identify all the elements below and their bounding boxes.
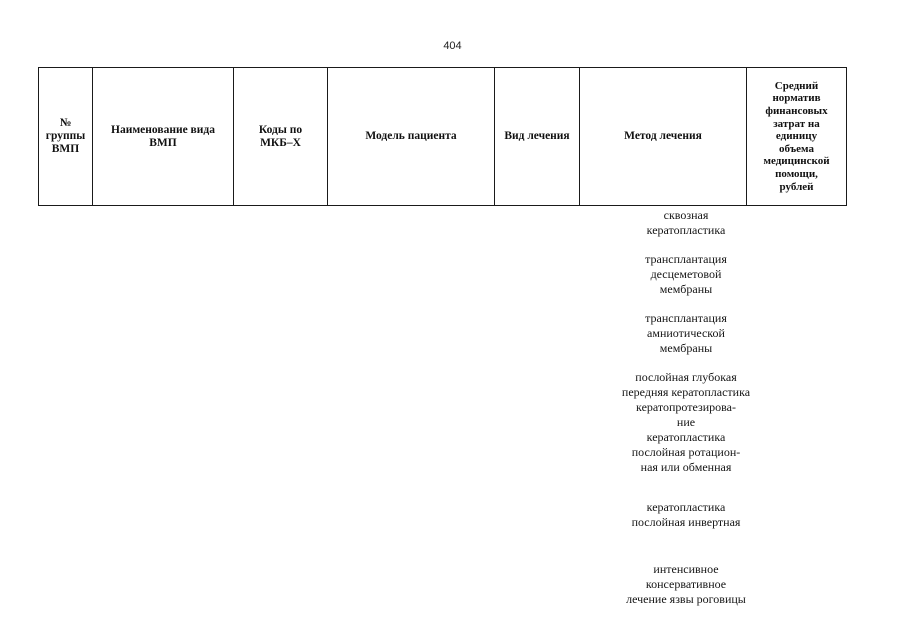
method-item: кератопротезирова- ние bbox=[636, 400, 736, 429]
table-header bbox=[38, 67, 847, 206]
method-item: кератопластика послойная инвертная bbox=[631, 500, 741, 529]
page-number: 404 bbox=[443, 40, 462, 52]
header-vmp-name: Наименование вида ВМП bbox=[93, 68, 234, 206]
header-treatment-method: Метод лечения bbox=[580, 68, 747, 206]
header-average-cost: Средний норматив финансовых затрат на единицу объема медицинской помощи, рублей bbox=[747, 68, 847, 206]
header-group-number: № группы ВМП bbox=[39, 68, 93, 206]
header-treatment-type: Вид лечения bbox=[495, 68, 580, 206]
treatment-methods-list bbox=[604, 208, 768, 607]
method-item: трансплантация десцеметовой мембраны bbox=[645, 252, 727, 296]
method-item: трансплантация амниотической мембраны bbox=[645, 311, 727, 355]
header-patient-model: Модель пациента bbox=[328, 68, 495, 206]
header-mkb-codes: Коды по МКБ–Х bbox=[234, 68, 328, 206]
method-item: послойная глубокая передняя кератопластика bbox=[621, 370, 751, 399]
method-item: кератопластика послойная ротацион- ная или обменная bbox=[631, 430, 741, 474]
method-item: интенсивное консервативное лечение язвы роговицы bbox=[626, 562, 746, 606]
method-item: сквозная кератопластика bbox=[646, 208, 726, 237]
header-row bbox=[39, 68, 847, 206]
